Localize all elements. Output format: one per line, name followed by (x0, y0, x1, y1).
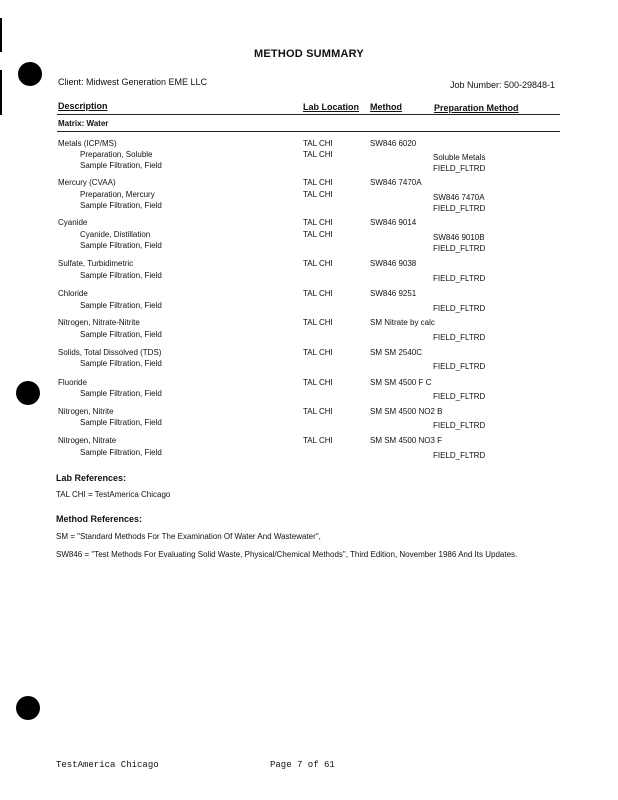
row-method: SW846 9251 (370, 289, 417, 298)
page-title: METHOD SUMMARY (254, 48, 364, 60)
row-description: Sample Filtration, Field (80, 241, 162, 250)
binder-hole (16, 381, 40, 405)
column-header-description: Description (58, 101, 108, 111)
column-header-preparation-method: Preparation Method (434, 103, 519, 113)
method-reference-sm: SM = "Standard Methods For The Examination Of Water And Wastewater", (56, 532, 321, 541)
row-method: SM SM 4500 NO2 B (370, 407, 443, 416)
row-preparation-method: FIELD_FLTRD (433, 421, 486, 430)
method-references-heading: Method References: (56, 514, 143, 524)
row-description: Sample Filtration, Field (80, 330, 162, 339)
row-description: Preparation, Soluble (80, 150, 153, 159)
row-preparation-method: FIELD_FLTRD (433, 164, 486, 173)
job-number: Job Number: 500-29848-1 (450, 80, 556, 90)
row-description: Nitrogen, Nitrate-Nitrite (58, 318, 140, 327)
row-method: SM SM 4500 F C (370, 378, 432, 387)
row-method: SW846 6020 (370, 139, 417, 148)
row-lab-location: TAL CHI (303, 150, 333, 159)
row-preparation-method: Soluble Metals (433, 153, 486, 162)
row-description: Sample Filtration, Field (80, 271, 162, 280)
row-lab-location: TAL CHI (303, 318, 333, 327)
row-description: Mercury (CVAA) (58, 178, 116, 187)
row-method: SW846 9038 (370, 259, 417, 268)
row-description: Metals (ICP/MS) (58, 139, 117, 148)
row-preparation-method: FIELD_FLTRD (433, 304, 486, 313)
row-description: Sample Filtration, Field (80, 301, 162, 310)
row-description: Solids, Total Dissolved (TDS) (58, 348, 162, 357)
row-lab-location: TAL CHI (303, 178, 333, 187)
row-method: SM SM 2540C (370, 348, 423, 357)
footer-page-number: Page 7 of 61 (270, 760, 335, 770)
footer-lab-name: TestAmerica Chicago (56, 760, 159, 770)
row-preparation-method: FIELD_FLTRD (433, 204, 486, 213)
row-lab-location: TAL CHI (303, 259, 333, 268)
row-lab-location: TAL CHI (303, 139, 333, 148)
method-reference-sw846: SW846 = "Test Methods For Evaluating Solid Waste, Physical/Chemical Methods", Third Edition, November 1986 And Its Updates. (56, 550, 518, 559)
row-preparation-method: FIELD_FLTRD (433, 274, 486, 283)
row-description: Fluoride (58, 378, 87, 387)
row-method: SW846 9014 (370, 218, 417, 227)
matrix-rule (57, 131, 560, 132)
row-description: Sulfate, Turbidimetric (58, 259, 134, 268)
row-preparation-method: FIELD_FLTRD (433, 451, 486, 460)
row-lab-location: TAL CHI (303, 378, 333, 387)
binder-hole (16, 696, 40, 720)
row-description: Sample Filtration, Field (80, 418, 162, 427)
row-method: SM SM 4500 NO3 F (370, 436, 443, 445)
row-description: Cyanide, Distillation (80, 230, 151, 239)
row-description: Sample Filtration, Field (80, 359, 162, 368)
row-preparation-method: SW846 9010B (433, 233, 485, 242)
lab-references-heading: Lab References: (56, 473, 127, 483)
column-header-method: Method (370, 102, 402, 112)
row-lab-location: TAL CHI (303, 436, 333, 445)
client-name: Client: Midwest Generation EME LLC (58, 77, 208, 87)
row-preparation-method: FIELD_FLTRD (433, 362, 486, 371)
row-description: Nitrogen, Nitrate (58, 436, 117, 445)
row-preparation-method: SW846 7470A (433, 193, 485, 202)
column-header-lab-location: Lab Location (303, 102, 359, 112)
row-description: Cyanide (58, 218, 88, 227)
row-description: Sample Filtration, Field (80, 161, 162, 170)
row-description: Sample Filtration, Field (80, 201, 162, 210)
row-description: Chloride (58, 289, 88, 298)
row-description: Sample Filtration, Field (80, 389, 162, 398)
row-method: SM Nitrate by calc (370, 318, 435, 327)
row-lab-location: TAL CHI (303, 348, 333, 357)
row-lab-location: TAL CHI (303, 190, 333, 199)
row-preparation-method: FIELD_FLTRD (433, 392, 486, 401)
scan-edge-line (0, 70, 2, 115)
row-lab-location: TAL CHI (303, 230, 333, 239)
header-rule (57, 114, 560, 115)
row-description: Nitrogen, Nitrite (58, 407, 114, 416)
row-method: SW846 7470A (370, 178, 422, 187)
row-lab-location: TAL CHI (303, 407, 333, 416)
binder-hole (18, 62, 42, 86)
row-preparation-method: FIELD_FLTRD (433, 244, 486, 253)
row-preparation-method: FIELD_FLTRD (433, 333, 486, 342)
row-lab-location: TAL CHI (303, 289, 333, 298)
row-description: Preparation, Mercury (80, 190, 155, 199)
matrix-label: Matrix: Water (58, 119, 109, 128)
scan-edge-line (0, 18, 2, 52)
row-lab-location: TAL CHI (303, 218, 333, 227)
lab-reference: TAL CHI = TestAmerica Chicago (56, 490, 171, 499)
row-description: Sample Filtration, Field (80, 448, 162, 457)
